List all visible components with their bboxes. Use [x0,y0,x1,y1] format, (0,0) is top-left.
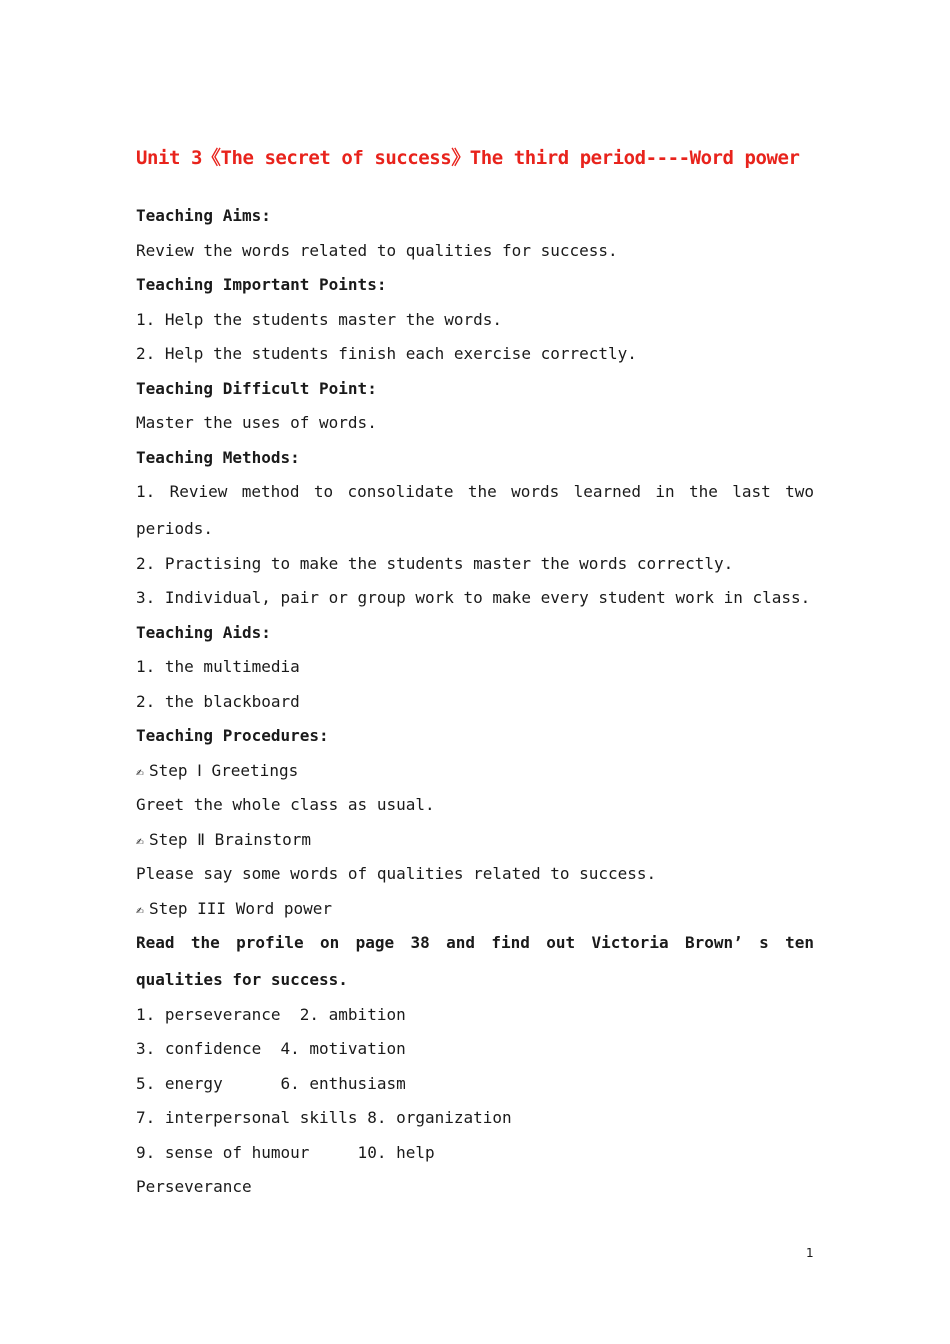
difficult-point-text: Master the uses of words. [136,413,377,432]
qualities-row-3: 5. energy 6. enthusiasm [136,1074,406,1093]
qualities-row-1: 1. perseverance 2. ambition [136,1005,406,1024]
document-title: Unit 3《The secret of success》The third period----Word power [136,147,800,169]
method-1-word: 1. [136,482,156,501]
aid-1: 1. the multimedia [136,657,300,676]
step-2-text: Please say some words of qualities related to success. [136,864,657,883]
step-1-label: Step Ⅰ Greetings [149,761,299,780]
step-2 [136,830,311,852]
method-1-word: the [467,482,497,501]
step-3-task-continued: qualities for success. [136,970,348,989]
step-3-task-word: on [319,933,340,952]
aims-text: Review the words related to qualities for success. [136,241,618,260]
methods-heading: Teaching Methods: [136,448,300,467]
method-3: 3. Individual, pair or group work to make every student work in class. [136,588,811,607]
step-1 [136,761,298,783]
writing-hand-icon: ✍ [136,834,144,849]
step-3-task-word: page [355,933,395,952]
step-1-text: Greet the whole class as usual. [136,795,435,814]
step-3-task [136,933,814,953]
step-3-label: Step III Word power [149,899,333,918]
important-point-2: 2. Help the students finish each exercise correctly. [136,344,637,363]
method-1-word: consolidate [347,482,454,501]
method-1-word: the [688,482,718,501]
method-1-word: learned [573,482,642,501]
step-3-task-word: ten [785,933,814,952]
step-3-task-word: find [491,933,530,952]
step-2-label: Step Ⅱ Brainstorm [149,830,311,849]
method-1-word: method [241,482,300,501]
method-1-word: to [313,482,334,501]
qualities-row-2: 3. confidence 4. motivation [136,1039,406,1058]
perseverance-heading: Perseverance [136,1177,252,1196]
method-1-word: two [785,482,814,501]
qualities-row-4: 7. interpersonal skills 8. organization [136,1108,512,1127]
step-3-task-word: Brown’ [684,933,743,952]
step-3-task-word: 38 [410,933,430,952]
page-number: 1 [806,1246,814,1260]
method-1-word: in [655,482,675,501]
step-3-task-word: Read [136,933,175,952]
method-1-word: last [732,482,771,501]
method-1-word: Review [169,482,228,501]
important-point-1: 1. Help the students master the words. [136,310,503,329]
step-3-task-word: the [190,933,220,952]
step-3-task-word: and [446,933,475,952]
aims-heading: Teaching Aims: [136,206,271,225]
step-3-task-word: profile [236,933,304,952]
qualities-row-5: 9. sense of humour 10. help [136,1143,435,1162]
method-1-word: words [511,482,560,501]
method-2: 2. Practising to make the students master the words correctly. [136,554,734,573]
step-3-task-word: out [546,933,576,952]
step-3-task-word: s [759,933,769,952]
procedures-heading: Teaching Procedures: [136,726,329,745]
step-3-task-word: Victoria [591,933,669,952]
difficult-point-heading: Teaching Difficult Point: [136,379,377,398]
method-1 [136,482,814,502]
aid-2: 2. the blackboard [136,692,300,711]
aids-heading: Teaching Aids: [136,623,271,642]
writing-hand-icon: ✍ [136,903,144,918]
step-3 [136,899,332,921]
important-points-heading: Teaching Important Points: [136,275,387,294]
method-1-continued: periods. [136,519,214,538]
writing-hand-icon: ✍ [136,765,144,780]
